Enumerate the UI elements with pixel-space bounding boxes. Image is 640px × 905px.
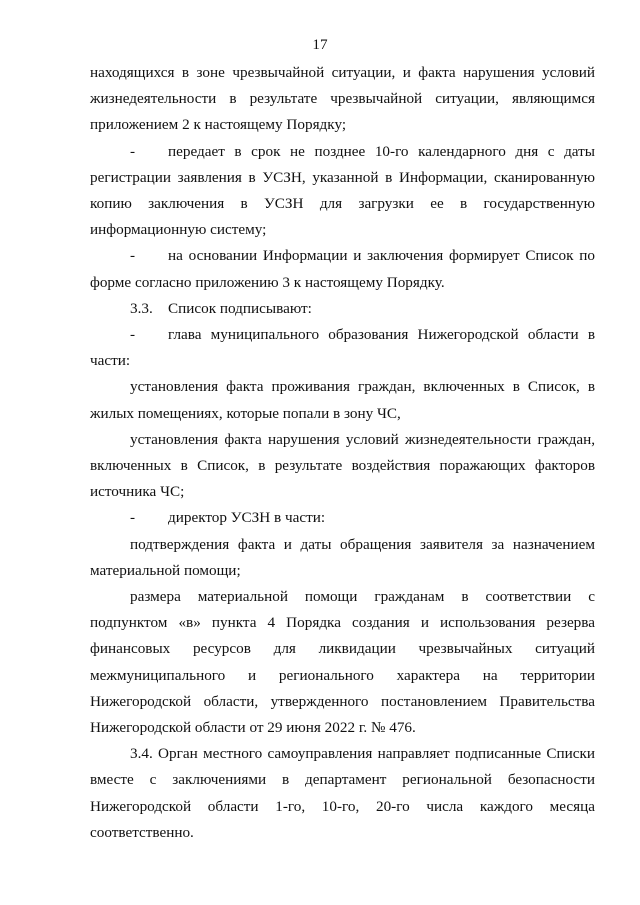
bullet-marker: - (130, 326, 136, 344)
bullet-marker: - (130, 509, 136, 527)
paragraph-residence-fact: установления факта проживания граждан, включенных в Список, в жилых помещениях, которые попали в зону ЧС, (90, 378, 595, 422)
bullet-item-director-uszn (90, 505, 595, 531)
paragraph-living-conditions-fact: установления факта нарушения условий жизнедеятельности граждан, включенных в Список, в результате воздействия поражающих факторов источника ЧС; (90, 430, 595, 501)
bullet-text: глава муниципального образования Нижегородской области в части: (90, 326, 595, 370)
bullet-item-head-of-municipality (90, 322, 595, 374)
document-body (90, 60, 595, 846)
bullet-text: на основании Информации и заключения формирует Список по форме согласно приложению 3 к настоящему Порядку. (90, 247, 595, 291)
clause-number: 3.3. (130, 299, 153, 317)
paragraph-aid-amount: размера материальной помощи гражданам в соответствии с подпунктом «в» пункта 4 Порядка создания и использования резерва финансовых ресурсов для ликвидации чрезвычайных ситуаций межмуниципального и регионального характера на территории Нижегородской области, утвержденного постановлением Правительства Нижегородской области от 29 июня 2022 г. № 476. (90, 588, 595, 737)
bullet-item-form-list (90, 243, 595, 295)
bullet-text: директор УСЗН в части: (168, 509, 326, 527)
bullet-item-transfer (90, 139, 595, 244)
page-number: 17 (312, 36, 328, 53)
bullet-marker: - (130, 247, 136, 265)
bullet-marker: - (130, 142, 136, 160)
bullet-text: передает в срок не позднее 10-го календарного дня с даты регистрации заявления в УСЗН, указанной в Информации, сканированную копию заключения в УСЗН для загрузки ее в государственную информационную систему; (90, 142, 595, 239)
clause-3-3 (90, 296, 595, 322)
paragraph-continuation: находящихся в зоне чрезвычайной ситуации, и факта нарушения условий жизнедеятельности в результате чрезвычайной ситуации, являющимся приложением 2 к настоящему Порядку; (90, 64, 595, 134)
clause-3-4: 3.4. Орган местного самоуправления направляет подписанные Списки вместе с заключениями в департамент региональной безопасности Нижегородской области 1-го, 10-го, 20-го числа каждого месяца соответственно. (90, 745, 595, 841)
paragraph-appeal-confirmation: подтверждения факта и даты обращения заявителя за назначением материальной помощи; (90, 535, 595, 579)
clause-text: Список подписывают: (168, 299, 312, 317)
